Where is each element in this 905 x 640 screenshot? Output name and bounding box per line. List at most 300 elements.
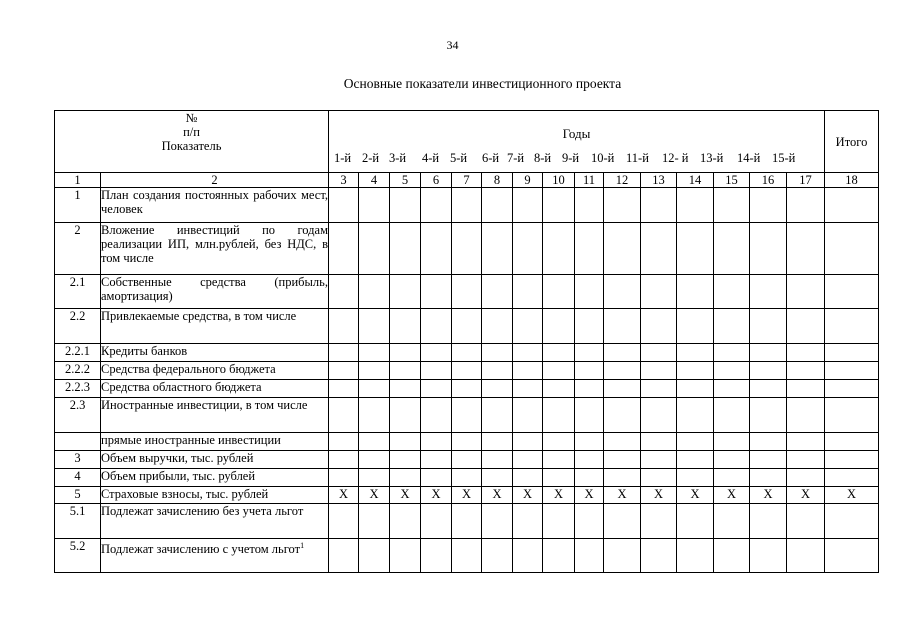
year-value-cell xyxy=(575,451,604,469)
year-value-cell xyxy=(641,275,677,309)
year-value-cell: X xyxy=(641,487,677,504)
year-value-cell xyxy=(787,433,825,451)
year-value-cell xyxy=(604,469,641,487)
year-label: 8-й xyxy=(534,151,552,165)
year-value-cell xyxy=(390,188,421,223)
table-row xyxy=(55,309,879,344)
year-value-cell: X xyxy=(787,487,825,504)
year-value-cell xyxy=(604,362,641,380)
year-value-cell xyxy=(714,539,750,573)
year-value-cell xyxy=(677,309,714,344)
row-indicator-text: Средства областного бюджета xyxy=(101,380,262,394)
year-label: 10-й xyxy=(591,151,615,165)
year-value-cell xyxy=(750,188,787,223)
year-value-cell xyxy=(677,469,714,487)
year-value-cell xyxy=(787,451,825,469)
year-value-cell xyxy=(421,362,452,380)
year-value-cell xyxy=(513,380,543,398)
column-number: 1 xyxy=(55,173,101,188)
row-indicator-text: Подлежат зачислению без учета льгот xyxy=(101,504,304,518)
year-value-cell xyxy=(359,398,390,433)
column-number: 14 xyxy=(677,173,714,188)
total-cell xyxy=(825,344,879,362)
year-label: 6-й xyxy=(482,151,500,165)
year-value-cell xyxy=(543,539,575,573)
year-value-cell xyxy=(604,398,641,433)
row-number: 2.2 xyxy=(55,309,101,344)
row-indicator-text: Страховые взносы, тыс. рублей xyxy=(101,487,269,501)
table-row xyxy=(55,344,879,362)
row-indicator-name xyxy=(101,362,329,380)
table-row xyxy=(55,188,879,223)
column-number: 12 xyxy=(604,173,641,188)
year-value-cell xyxy=(482,451,513,469)
year-value-cell xyxy=(575,380,604,398)
year-value-cell xyxy=(482,362,513,380)
year-value-cell xyxy=(787,380,825,398)
row-number: 5 xyxy=(55,487,101,504)
year-value-cell xyxy=(359,362,390,380)
year-value-cell xyxy=(750,539,787,573)
column-number: 15 xyxy=(714,173,750,188)
year-value-cell xyxy=(575,469,604,487)
column-number: 8 xyxy=(482,173,513,188)
year-value-cell xyxy=(604,309,641,344)
row-indicator-name xyxy=(101,469,329,487)
year-value-cell xyxy=(359,275,390,309)
row-indicator-name xyxy=(101,451,329,469)
year-value-cell xyxy=(677,188,714,223)
year-value-cell xyxy=(677,433,714,451)
row-indicator-text: Вложение инвестиций по годам реализации ИП, млн.рублей, без НДС, в том числе xyxy=(101,223,328,265)
table-row xyxy=(55,433,879,451)
year-value-cell xyxy=(750,398,787,433)
row-indicator-name xyxy=(101,380,329,398)
year-value-cell xyxy=(787,309,825,344)
year-value-cell xyxy=(390,433,421,451)
year-value-cell xyxy=(750,380,787,398)
table-row xyxy=(55,487,879,504)
year-value-cell xyxy=(750,451,787,469)
year-value-cell xyxy=(604,451,641,469)
total-cell xyxy=(825,469,879,487)
year-label: 2-й xyxy=(362,151,380,165)
column-number: 16 xyxy=(750,173,787,188)
year-value-cell xyxy=(604,380,641,398)
row-indicator-name xyxy=(101,433,329,451)
column-number: 17 xyxy=(787,173,825,188)
year-value-cell xyxy=(359,344,390,362)
row-indicator-text: Объем выручки, тыс. рублей xyxy=(101,451,254,465)
year-label: 13-й xyxy=(700,151,724,165)
year-value-cell xyxy=(421,380,452,398)
year-value-cell xyxy=(677,362,714,380)
year-label: 14-й xyxy=(737,151,761,165)
column-number: 18 xyxy=(825,173,879,188)
row-number: 1 xyxy=(55,188,101,223)
year-value-cell xyxy=(787,469,825,487)
row-indicator-name xyxy=(101,188,329,223)
year-value-cell xyxy=(575,344,604,362)
year-value-cell: X xyxy=(452,487,482,504)
year-value-cell xyxy=(359,188,390,223)
year-value-cell xyxy=(452,469,482,487)
year-value-cell xyxy=(677,539,714,573)
year-value-cell: X xyxy=(359,487,390,504)
row-indicator-text: прямые иностранные инвестиции xyxy=(101,433,281,447)
year-label: 11-й xyxy=(626,151,649,165)
year-value-cell xyxy=(677,504,714,539)
year-value-cell xyxy=(421,223,452,275)
year-value-cell xyxy=(390,275,421,309)
total-cell xyxy=(825,451,879,469)
year-value-cell xyxy=(641,223,677,275)
year-value-cell xyxy=(575,362,604,380)
year-value-cell xyxy=(513,433,543,451)
year-value-cell xyxy=(329,275,359,309)
table-row xyxy=(55,362,879,380)
year-value-cell xyxy=(641,398,677,433)
year-value-cell xyxy=(482,223,513,275)
year-value-cell xyxy=(421,344,452,362)
row-indicator-name xyxy=(101,398,329,433)
year-value-cell xyxy=(329,398,359,433)
year-value-cell: X xyxy=(421,487,452,504)
table-row xyxy=(55,539,879,573)
table-row xyxy=(55,223,879,275)
year-value-cell xyxy=(390,539,421,573)
header-indicator: Показатель xyxy=(161,139,222,153)
year-value-cell xyxy=(359,451,390,469)
row-indicator-name xyxy=(101,344,329,362)
year-value-cell xyxy=(421,398,452,433)
total-cell xyxy=(825,380,879,398)
year-value-cell xyxy=(750,275,787,309)
column-number: 11 xyxy=(575,173,604,188)
year-value-cell: X xyxy=(390,487,421,504)
year-value-cell xyxy=(641,362,677,380)
year-value-cell xyxy=(641,539,677,573)
year-value-cell xyxy=(329,539,359,573)
table-row xyxy=(55,398,879,433)
year-value-cell xyxy=(543,309,575,344)
year-value-cell xyxy=(543,433,575,451)
year-value-cell: X xyxy=(604,487,641,504)
year-value-cell xyxy=(543,223,575,275)
total-cell xyxy=(825,539,879,573)
column-number: 4 xyxy=(359,173,390,188)
row-number: 2.2.3 xyxy=(55,380,101,398)
year-value-cell xyxy=(421,504,452,539)
year-value-cell xyxy=(714,451,750,469)
year-value-cell xyxy=(482,275,513,309)
year-value-cell xyxy=(452,344,482,362)
year-value-cell xyxy=(750,223,787,275)
year-value-cell xyxy=(513,451,543,469)
total-cell xyxy=(825,223,879,275)
year-value-cell xyxy=(482,188,513,223)
year-value-cell xyxy=(575,504,604,539)
year-label: 1-й xyxy=(334,151,352,165)
row-indicator-text: Привлекаемые средства, в том числе xyxy=(101,309,297,323)
column-number: 13 xyxy=(641,173,677,188)
year-value-cell xyxy=(421,275,452,309)
year-label: 3-й xyxy=(389,151,407,165)
year-value-cell xyxy=(575,309,604,344)
header-pp: п/п xyxy=(183,125,200,139)
year-label: 5-й xyxy=(450,151,468,165)
row-indicator-text: Объем прибыли, тыс. рублей xyxy=(101,469,256,483)
header-year-labels xyxy=(329,151,824,167)
year-value-cell xyxy=(390,380,421,398)
page-number: 34 xyxy=(446,38,459,52)
year-value-cell xyxy=(750,309,787,344)
header-years-label: Годы xyxy=(562,126,591,141)
year-value-cell xyxy=(452,223,482,275)
year-value-cell xyxy=(452,539,482,573)
year-value-cell xyxy=(604,188,641,223)
year-value-cell xyxy=(677,223,714,275)
document-title: Основные показатели инвестиционного проекта xyxy=(343,76,622,91)
total-cell xyxy=(825,188,879,223)
column-number: 5 xyxy=(390,173,421,188)
year-value-cell xyxy=(482,380,513,398)
year-value-cell xyxy=(677,380,714,398)
year-value-cell xyxy=(390,344,421,362)
year-value-cell xyxy=(482,309,513,344)
year-value-cell xyxy=(604,344,641,362)
year-value-cell xyxy=(359,223,390,275)
year-value-cell xyxy=(390,223,421,275)
year-value-cell xyxy=(543,188,575,223)
year-value-cell xyxy=(421,539,452,573)
row-indicator-name xyxy=(101,504,329,539)
year-value-cell xyxy=(543,344,575,362)
year-value-cell xyxy=(390,309,421,344)
year-value-cell xyxy=(750,362,787,380)
row-indicator-text: Иностранные инвестиции, в том числе xyxy=(101,398,308,412)
year-label: 12- й xyxy=(662,151,689,165)
year-value-cell xyxy=(750,504,787,539)
year-value-cell xyxy=(359,433,390,451)
row-number: 2.3 xyxy=(55,398,101,433)
header-number-indicator-cell xyxy=(55,111,329,173)
year-value-cell xyxy=(452,504,482,539)
year-value-cell xyxy=(452,275,482,309)
year-value-cell xyxy=(714,433,750,451)
total-cell: X xyxy=(825,487,879,504)
year-value-cell xyxy=(714,275,750,309)
year-value-cell xyxy=(714,309,750,344)
year-value-cell xyxy=(714,380,750,398)
year-value-cell: X xyxy=(714,487,750,504)
table-row xyxy=(55,504,879,539)
year-value-cell xyxy=(575,539,604,573)
year-value-cell xyxy=(750,469,787,487)
year-value-cell xyxy=(359,504,390,539)
year-value-cell xyxy=(421,451,452,469)
year-value-cell xyxy=(513,223,543,275)
year-value-cell xyxy=(513,344,543,362)
column-number: 3 xyxy=(329,173,359,188)
year-value-cell: X xyxy=(677,487,714,504)
total-cell xyxy=(825,362,879,380)
header-years-cell xyxy=(329,111,825,173)
column-number: 2 xyxy=(101,173,329,188)
year-value-cell xyxy=(575,433,604,451)
year-value-cell xyxy=(543,362,575,380)
year-value-cell xyxy=(714,188,750,223)
year-value-cell xyxy=(641,433,677,451)
year-value-cell xyxy=(604,275,641,309)
row-indicator-name xyxy=(101,309,329,344)
year-value-cell xyxy=(543,275,575,309)
year-value-cell xyxy=(543,398,575,433)
year-value-cell xyxy=(329,223,359,275)
year-value-cell xyxy=(482,504,513,539)
year-value-cell xyxy=(641,504,677,539)
header-number-sign: № xyxy=(185,111,198,125)
column-number: 10 xyxy=(543,173,575,188)
year-value-cell xyxy=(359,309,390,344)
year-value-cell xyxy=(359,380,390,398)
year-value-cell: X xyxy=(329,487,359,504)
total-cell xyxy=(825,275,879,309)
year-value-cell xyxy=(513,362,543,380)
year-value-cell xyxy=(787,188,825,223)
row-indicator-text: Кредиты банков xyxy=(101,344,188,358)
table-row xyxy=(55,451,879,469)
table-row xyxy=(55,275,879,309)
year-value-cell xyxy=(714,344,750,362)
year-value-cell xyxy=(421,309,452,344)
year-value-cell xyxy=(677,275,714,309)
year-value-cell xyxy=(452,362,482,380)
year-value-cell xyxy=(482,433,513,451)
year-value-cell xyxy=(750,344,787,362)
year-value-cell xyxy=(390,504,421,539)
row-indicator-name xyxy=(101,275,329,309)
year-value-cell xyxy=(329,309,359,344)
year-value-cell xyxy=(604,433,641,451)
year-value-cell xyxy=(641,344,677,362)
row-indicator-text: План создания постоянных рабочих мест, человек xyxy=(101,188,328,216)
year-value-cell: X xyxy=(543,487,575,504)
year-value-cell xyxy=(329,504,359,539)
year-label: 4-й xyxy=(422,151,440,165)
column-number-row xyxy=(55,173,879,188)
year-value-cell xyxy=(452,433,482,451)
year-value-cell xyxy=(787,362,825,380)
year-value-cell xyxy=(513,469,543,487)
year-value-cell xyxy=(604,539,641,573)
row-indicator-text: Собственные средства (прибыль, амортизация) xyxy=(101,275,328,303)
year-value-cell xyxy=(482,344,513,362)
year-value-cell xyxy=(604,504,641,539)
year-value-cell xyxy=(787,275,825,309)
year-value-cell xyxy=(390,451,421,469)
year-value-cell xyxy=(543,451,575,469)
year-value-cell xyxy=(390,362,421,380)
year-value-cell xyxy=(677,398,714,433)
row-number: 2.2.1 xyxy=(55,344,101,362)
year-label: 15-й xyxy=(772,151,796,165)
year-value-cell xyxy=(543,469,575,487)
year-value-cell xyxy=(575,188,604,223)
year-value-cell xyxy=(513,539,543,573)
year-value-cell xyxy=(452,451,482,469)
row-indicator-name xyxy=(101,487,329,504)
year-value-cell: X xyxy=(575,487,604,504)
row-number: 2.2.2 xyxy=(55,362,101,380)
year-value-cell xyxy=(575,275,604,309)
table-row xyxy=(55,469,879,487)
total-cell xyxy=(825,504,879,539)
total-cell xyxy=(825,398,879,433)
table-header-row xyxy=(55,111,879,173)
year-label: 7-й xyxy=(507,151,525,165)
column-number: 7 xyxy=(452,173,482,188)
year-value-cell xyxy=(787,344,825,362)
year-value-cell xyxy=(482,469,513,487)
year-value-cell xyxy=(452,309,482,344)
year-value-cell xyxy=(787,539,825,573)
row-number: 3 xyxy=(55,451,101,469)
row-number xyxy=(55,433,101,451)
year-value-cell xyxy=(641,188,677,223)
year-value-cell xyxy=(543,380,575,398)
year-value-cell xyxy=(787,504,825,539)
year-value-cell xyxy=(787,223,825,275)
year-value-cell xyxy=(421,188,452,223)
year-value-cell xyxy=(604,223,641,275)
year-value-cell xyxy=(482,539,513,573)
year-value-cell xyxy=(390,469,421,487)
row-number: 5.1 xyxy=(55,504,101,539)
year-value-cell xyxy=(359,469,390,487)
year-value-cell xyxy=(482,398,513,433)
year-value-cell xyxy=(641,380,677,398)
investment-indicators-table xyxy=(54,110,879,573)
row-number: 2 xyxy=(55,223,101,275)
year-value-cell xyxy=(513,188,543,223)
year-value-cell xyxy=(641,469,677,487)
table-row xyxy=(55,380,879,398)
column-number: 9 xyxy=(513,173,543,188)
year-value-cell: X xyxy=(750,487,787,504)
year-value-cell xyxy=(329,380,359,398)
year-value-cell: X xyxy=(482,487,513,504)
year-value-cell xyxy=(575,223,604,275)
year-value-cell xyxy=(329,469,359,487)
year-value-cell xyxy=(787,398,825,433)
year-value-cell xyxy=(513,398,543,433)
year-value-cell xyxy=(421,469,452,487)
year-value-cell xyxy=(714,504,750,539)
year-value-cell xyxy=(714,362,750,380)
year-value-cell xyxy=(714,398,750,433)
row-indicator-name xyxy=(101,223,329,275)
year-value-cell xyxy=(329,188,359,223)
year-value-cell xyxy=(329,362,359,380)
year-value-cell xyxy=(641,309,677,344)
year-value-cell xyxy=(421,433,452,451)
year-value-cell xyxy=(452,380,482,398)
year-value-cell xyxy=(359,539,390,573)
year-value-cell xyxy=(513,275,543,309)
year-value-cell xyxy=(543,504,575,539)
footnote-marker: 1 xyxy=(300,541,305,550)
